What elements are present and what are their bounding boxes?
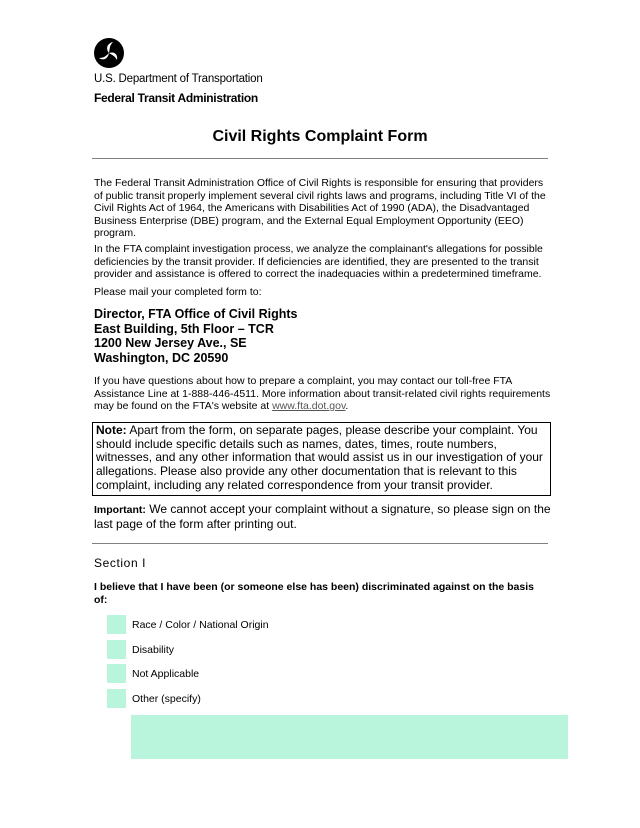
note-text: Apart from the form, on separate pages, please describe your complaint. You should include specific details such as names, dates, times, route numbers, witnesses, and any other information that would assist us in our investigation of your allegations. Please also provide any other documentation that is relevant to this complaint, including any related correspondence from your transit provider. (96, 423, 543, 492)
address-line-2: East Building, 5th Floor – TCR (94, 321, 274, 336)
other-specify-text-field[interactable] (131, 715, 568, 759)
address-line-3: 1200 New Jersey Ave., SE (94, 336, 247, 350)
fta-website-link[interactable]: www.fta.dot.gov (272, 400, 346, 413)
mailing-address (94, 307, 298, 365)
important-notice (94, 503, 554, 531)
contact-paragraph (94, 375, 554, 413)
contact-text: If you have questions about how to prepare a complaint, you may contact our toll-free FTA Assistance Line at 1-888-446-4511. More information about transit-related civil rights requirements may be found on the FTA's website at (94, 375, 551, 413)
dot-logo-icon (94, 38, 124, 68)
title-divider (92, 158, 548, 159)
not-applicable-label: Not Applicable (132, 668, 200, 680)
not-applicable-checkbox[interactable] (107, 664, 126, 683)
important-label: Important: (94, 504, 146, 516)
disability-label: Disability (132, 644, 175, 656)
address-line-1: Director, FTA Office of Civil Rights (94, 307, 298, 321)
intro-paragraph-1: The Federal Transit Administration Office of Civil Rights is responsible for ensuring that providers of public transit properly implement several civil rights laws and programs, including Title VI of the Civil Rights Act of 1964, the Americans with Disabilities Act of 1990 (ADA), the Disadvantaged Business Enterprise (DBE) program, and the External Equal Employment Opportunity (EEO) program. (94, 177, 546, 240)
other-specify-checkbox[interactable] (107, 689, 126, 708)
intro-paragraph-2: In the FTA complaint investigation process, we analyze the complainant's allegations for possible deficiencies by the transit provider. If deficiencies are identified, they are presented to the transit provider and assistance is offered to correct the inadequacies within a predetermined timeframe. (94, 243, 543, 281)
agency-name: Federal Transit Administration (94, 91, 258, 105)
note-box (92, 422, 551, 496)
section-title: Section I (94, 556, 147, 570)
address-line-4: Washington, DC 20590 (94, 350, 229, 365)
note-label: Note: (96, 423, 127, 437)
contact-end: . (345, 400, 349, 413)
department-name: U.S. Department of Transportation (94, 73, 263, 85)
other-specify-label: Other (specify) (132, 693, 201, 705)
important-text: We cannot accept your complaint without a signature, so please sign on the last page of the form after printing out. (94, 502, 551, 531)
discrimination-question: I believe that I have been (or someone else has been) discriminated against on the basis of: (94, 581, 534, 606)
page-title: Civil Rights Complaint Form (212, 128, 428, 145)
mail-instruction: Please mail your completed form to: (94, 286, 262, 298)
race-color-national-origin-label: Race / Color / National Origin (132, 619, 269, 631)
section-divider (92, 543, 548, 544)
race-color-national-origin-checkbox[interactable] (107, 615, 126, 634)
disability-checkbox[interactable] (107, 640, 126, 659)
